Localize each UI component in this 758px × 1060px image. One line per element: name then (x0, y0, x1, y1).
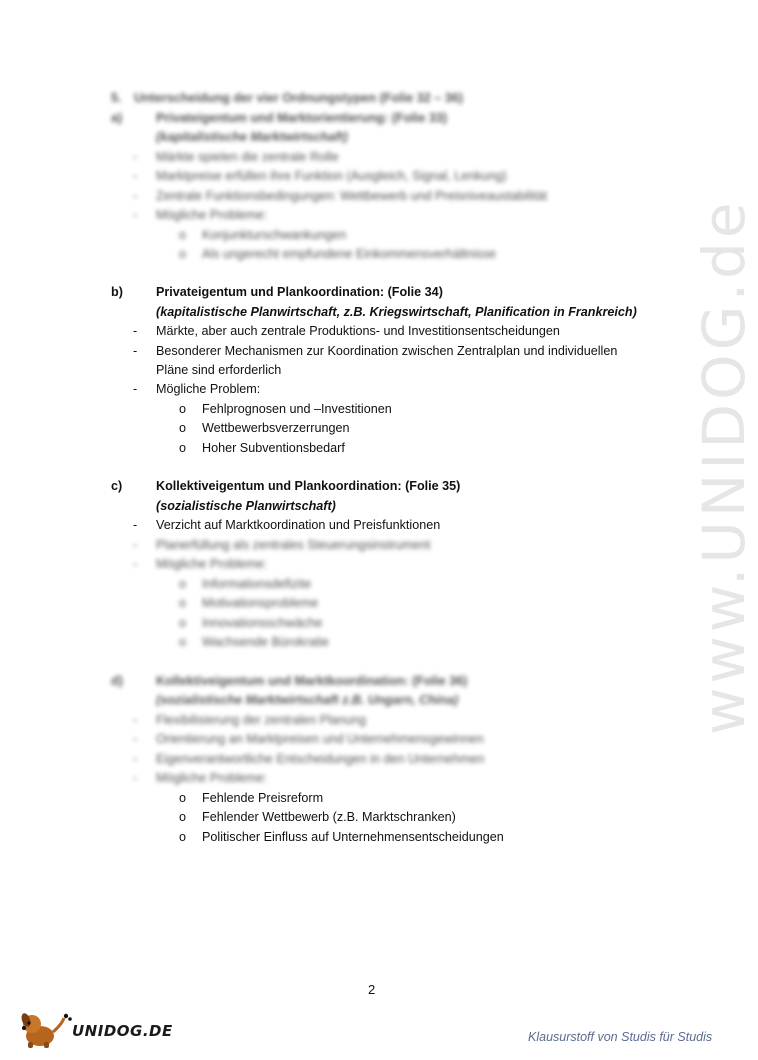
bullet-circle: o (179, 791, 187, 805)
bullet-circle: o (179, 810, 187, 824)
sub-list-item: Politischer Einfluss auf Unternehmensentscheidungen (202, 830, 504, 844)
bullet-dash: - (133, 382, 138, 396)
sub-list-item: Informationsdefizite (202, 577, 312, 591)
list-item: Planerfüllung als zentrales Steuerungsinstrument (156, 538, 431, 552)
list-item: Märkte, aber auch zentrale Produktions- und Investitionsentscheidungen (156, 324, 560, 338)
logo-text: UNIDOG.DE (72, 1022, 173, 1040)
bullet-dash: - (133, 150, 138, 164)
watermark: www.UNIDOG.de (690, 198, 758, 735)
page-number: 2 (368, 982, 376, 997)
section-c-title: Kollektiveigentum und Plankoordination: (Folie 35) (156, 479, 461, 493)
section-a-subtitle: (kapitalistische Marktwirtschaft) (156, 130, 348, 144)
sub-list-item: Innovationsschwäche (202, 616, 323, 630)
section-b-subtitle: (kapitalistische Planwirtschaft, z.B. Kriegswirtschaft, Planification in Frankreich) (156, 305, 637, 319)
bullet-dash: - (133, 557, 138, 571)
sub-list-item: Fehlende Preisreform (202, 791, 324, 805)
sub-list-item: Konjunkturschwankungen (202, 228, 347, 242)
bullet-circle: o (179, 441, 187, 455)
sub-list-item: Fehlender Wettbewerb (z.B. Marktschranken) (202, 810, 456, 824)
section-a-label: a) (111, 111, 123, 125)
bullet-circle: o (179, 247, 187, 261)
section-c-subtitle: (sozialistische Planwirtschaft) (156, 499, 336, 513)
list-item: Mögliche Probleme: (156, 771, 268, 785)
sub-list-item: Fehlprognosen und –Investitionen (202, 402, 392, 416)
list-item: Mögliche Probleme: (156, 557, 268, 571)
list-item: Verzicht auf Marktkoordination und Preisfunktionen (156, 518, 441, 532)
dog-icon (18, 1010, 74, 1050)
bullet-dash: - (133, 518, 138, 532)
list-item: Zentrale Funktionsbedingungen: Wettbewerb und Preisniveaustabilität (156, 189, 548, 203)
list-item: Flexibilisierung der zentralen Planung (156, 713, 367, 727)
bullet-circle: o (179, 596, 187, 610)
bullet-circle: o (179, 635, 187, 649)
bullet-dash: - (133, 713, 138, 727)
section-a-title: Privateigentum und Marktorientierung: (Folie 33) (156, 111, 448, 125)
sub-list-item: Als ungerecht empfundene Einkommensverhältnisse (202, 247, 497, 261)
bullet-dash: - (133, 169, 138, 183)
bullet-circle: o (179, 228, 187, 242)
section-number: 5. (111, 91, 122, 105)
chapter-heading: Unterscheidung der vier Ordnungstypen (Folie 32 – 36) (134, 91, 463, 105)
section-d-title: Kollektiveigentum und Marktkoordination: (Folie 36) (156, 674, 468, 688)
list-item: Eigenverantwortliche Entscheidungen in den Unternehmen (156, 752, 485, 766)
sub-list-item: Motivationsprobleme (202, 596, 319, 610)
unidog-logo (18, 1010, 173, 1050)
section-d-subtitle: (sozialistische Marktwirtschaft z.B. Ungarn, China) (156, 693, 459, 707)
bullet-dash: - (133, 344, 138, 358)
section-c-label: c) (111, 479, 123, 493)
list-item: Orientierung an Marktpreisen und Unternehmensgewinnen (156, 732, 484, 746)
bullet-dash: - (133, 732, 138, 746)
bullet-dash: - (133, 208, 138, 222)
bullet-circle: o (179, 402, 187, 416)
list-item: Besonderer Mechanismen zur Koordination zwischen Zentralplan und individuellen (156, 344, 618, 358)
section-b-label: b) (111, 285, 123, 299)
bullet-dash: - (133, 752, 138, 766)
bullet-circle: o (179, 830, 187, 844)
list-item: Mögliche Problem: (156, 382, 261, 396)
bullet-dash: - (133, 771, 138, 785)
bullet-dash: - (133, 189, 138, 203)
sub-list-item: Wachsende Bürokratie (202, 635, 329, 649)
section-b-title: Privateigentum und Plankoordination: (Folie 34) (156, 285, 443, 299)
bullet-circle: o (179, 616, 187, 630)
list-item: Mögliche Probleme: (156, 208, 268, 222)
tagline: Klausurstoff von Studis für Studis (528, 1030, 713, 1044)
section-d-label: d) (111, 674, 123, 688)
bullet-circle: o (179, 421, 187, 435)
bullet-dash: - (133, 538, 138, 552)
list-item: Marktpreise erfüllen ihre Funktion (Ausgleich, Signal, Lenkung) (156, 169, 507, 183)
sub-list-item: Wettbewerbsverzerrungen (202, 421, 350, 435)
list-item: Märkte spielen die zentrale Rolle (156, 150, 339, 164)
sub-list-item: Hoher Subventionsbedarf (202, 441, 345, 455)
bullet-dash: - (133, 324, 138, 338)
bullet-circle: o (179, 577, 187, 591)
list-item-continuation: Pläne sind erforderlich (156, 363, 282, 377)
